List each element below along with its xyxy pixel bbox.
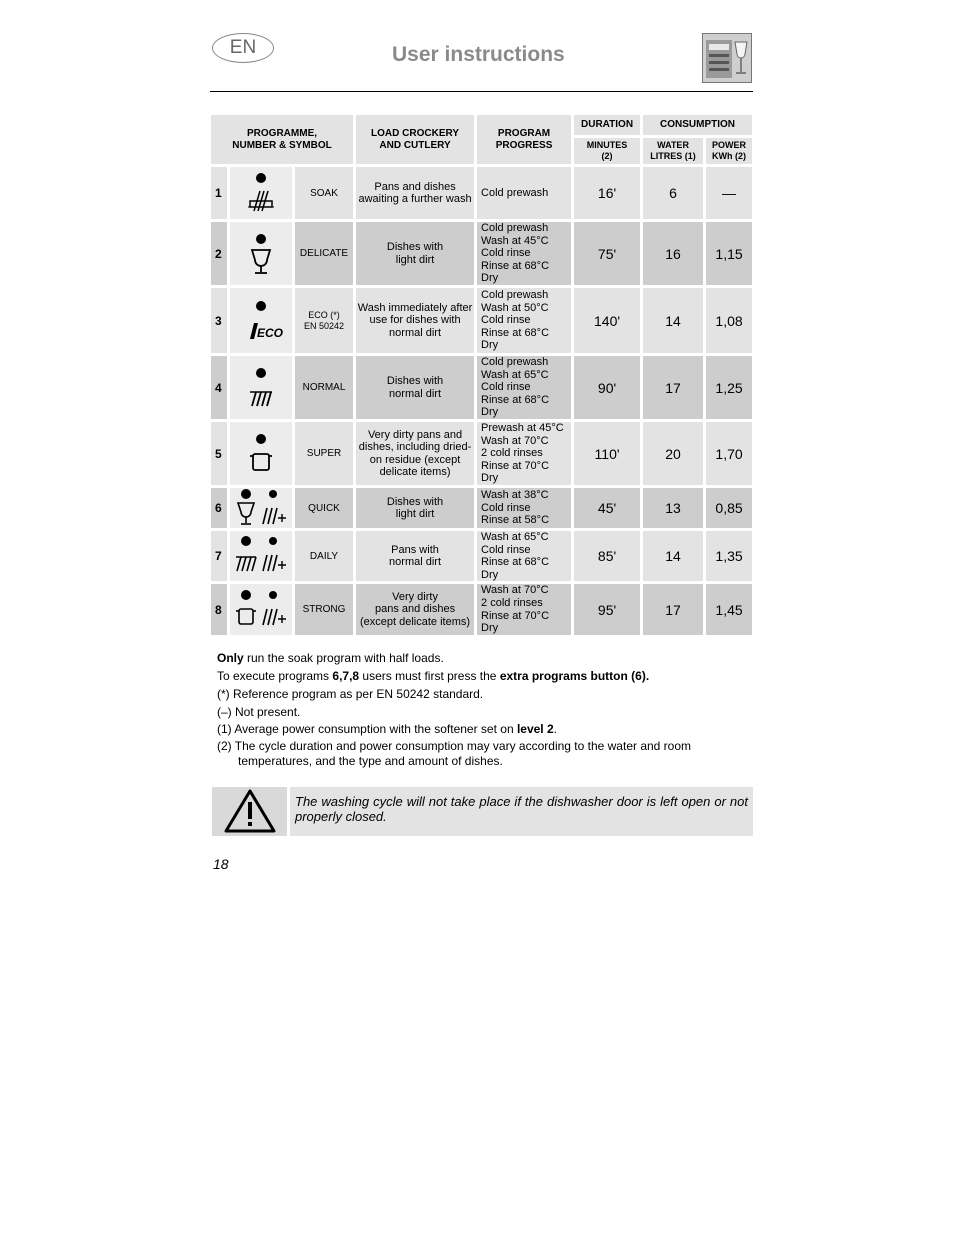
language-badge: EN <box>212 33 274 63</box>
notes <box>217 650 757 769</box>
duration-minutes: 85' <box>574 531 640 581</box>
dishes-icon <box>246 366 276 410</box>
power-kwh: 1,45 <box>706 584 752 634</box>
table-row <box>211 356 752 419</box>
water-litres: 14 <box>643 288 703 353</box>
pot-icon <box>246 432 276 476</box>
programme-symbol <box>230 488 292 528</box>
program-progress: Prewash at 45°C Wash at 70°C 2 cold rinses Rinse at 70°C Dry <box>477 422 571 485</box>
power-kwh: 1,25 <box>706 356 752 419</box>
power-kwh: 1,08 <box>706 288 752 353</box>
program-progress: Cold prewash <box>477 167 571 219</box>
program-progress: Cold prewash Wash at 50°C Cold rinse Rinse at 68°C Dry <box>477 288 571 353</box>
header-duration: DURATION <box>574 115 640 135</box>
programme-number: 3 <box>211 288 227 353</box>
header-divider <box>210 91 753 92</box>
note-soak: Only run the soak program with half loads. <box>217 651 444 665</box>
header-progress: PROGRAM PROGRESS <box>477 115 571 164</box>
note-reference: (*) Reference program as per EN 50242 standard. <box>217 687 484 701</box>
duration-minutes: 95' <box>574 584 640 634</box>
programme-number: 6 <box>211 488 227 528</box>
programme-number: 7 <box>211 531 227 581</box>
plates-plus-icon <box>263 490 286 524</box>
plates-plus-icon <box>263 591 286 625</box>
plates-plus-icon <box>263 537 286 571</box>
programme-name: ECO (*) EN 50242 <box>295 288 353 353</box>
pan-cutlery-icon <box>246 171 276 215</box>
programme-name: SOAK <box>295 167 353 219</box>
note-extra-programs: To execute programs 6,7,8 users must first press the extra programs button (6). <box>217 668 650 683</box>
load-description: Very dirty pans and dishes (except delicate items) <box>356 584 474 634</box>
program-progress: Cold prewash Wash at 65°C Cold rinse Rinse at 68°C Dry <box>477 356 571 419</box>
water-litres: 13 <box>643 488 703 528</box>
programme-symbol <box>230 422 292 485</box>
warning-text: The washing cycle will not take place if the dishwasher door is left open or not properly closed. <box>290 787 753 836</box>
table-row <box>211 488 752 528</box>
table-row <box>211 584 752 634</box>
load-description: Dishes with normal dirt <box>356 356 474 419</box>
load-description: Very dirty pans and dishes, including dried-on residue (except delicate items) <box>356 422 474 485</box>
programme-name: DAILY <box>295 531 353 581</box>
programme-symbol <box>230 222 292 285</box>
water-litres: 20 <box>643 422 703 485</box>
water-litres: 16 <box>643 222 703 285</box>
warning-icon <box>212 787 287 836</box>
duration-minutes: 75' <box>574 222 640 285</box>
header-consumption: CONSUMPTION <box>643 115 752 135</box>
programme-symbol <box>230 288 292 353</box>
load-description: Pans with normal dirt <box>356 531 474 581</box>
programme-number: 5 <box>211 422 227 485</box>
programme-name: NORMAL <box>295 356 353 419</box>
power-kwh: 1,35 <box>706 531 752 581</box>
power-kwh: — <box>706 167 752 219</box>
page-title: User instructions <box>392 43 565 66</box>
svg-text:ECO: ECO <box>257 325 284 340</box>
water-litres: 17 <box>643 584 703 634</box>
warning-box <box>212 787 753 836</box>
pot-icon <box>236 590 256 624</box>
note-not-present: (–) Not present. <box>217 704 301 719</box>
program-progress: Wash at 38°C Cold rinse Rinse at 58°C <box>477 488 571 528</box>
header-programme: PROGRAMME, NUMBER & SYMBOL <box>211 115 353 164</box>
duration-minutes: 45' <box>574 488 640 528</box>
power-kwh: 0,85 <box>706 488 752 528</box>
programme-symbol <box>230 167 292 219</box>
header-minutes: MINUTES (2) <box>574 138 640 164</box>
load-description: Dishes with light dirt <box>356 488 474 528</box>
programme-number: 8 <box>211 584 227 634</box>
duration-minutes: 90' <box>574 356 640 419</box>
page-number: 18 <box>213 856 229 872</box>
table-row <box>211 531 752 581</box>
program-progress: Wash at 70°C 2 cold rinses Rinse at 70°C Dry <box>477 584 571 634</box>
water-litres: 14 <box>643 531 703 581</box>
table-row <box>211 222 752 285</box>
duration-minutes: 16' <box>574 167 640 219</box>
table-row <box>211 422 752 485</box>
header-water: WATER LITRES (1) <box>643 138 703 164</box>
programme-symbol <box>230 356 292 419</box>
load-description: Wash immediately after use for dishes with normal dirt <box>356 288 474 353</box>
water-litres: 17 <box>643 356 703 419</box>
water-litres: 6 <box>643 167 703 219</box>
dishwasher-icon <box>702 33 752 83</box>
programme-symbol <box>230 531 292 581</box>
header-load: LOAD CROCKERY AND CUTLERY <box>356 115 474 164</box>
programme-number: 4 <box>211 356 227 419</box>
table-row <box>211 288 752 353</box>
power-kwh: 1,70 <box>706 422 752 485</box>
programme-name: SUPER <box>295 422 353 485</box>
table-row <box>211 167 752 219</box>
glass-icon <box>238 489 254 524</box>
eco-icon <box>246 299 284 343</box>
program-progress: Wash at 65°C Cold rinse Rinse at 68°C Dry <box>477 531 571 581</box>
duration-minutes: 140' <box>574 288 640 353</box>
program-progress: Cold prewash Wash at 45°C Cold rinse Rinse at 68°C Dry <box>477 222 571 285</box>
dishes-icon <box>236 536 256 571</box>
programme-number: 1 <box>211 167 227 219</box>
power-kwh: 1,15 <box>706 222 752 285</box>
duration-minutes: 110' <box>574 422 640 485</box>
programme-name: STRONG <box>295 584 353 634</box>
programme-table <box>208 112 755 638</box>
note-level: (1) Average power consumption with the softener set on level 2. <box>217 722 557 736</box>
load-description: Dishes with light dirt <box>356 222 474 285</box>
programme-number: 2 <box>211 222 227 285</box>
programme-symbol <box>230 584 292 634</box>
programme-name: DELICATE <box>295 222 353 285</box>
load-description: Pans and dishes awaiting a further wash <box>356 167 474 219</box>
programme-name: QUICK <box>295 488 353 528</box>
header-power: POWER KWh (2) <box>706 138 752 164</box>
note-variation: (2) The cycle duration and power consumption may vary according to the water and room temperatures, and the type and amount of dishes. <box>217 738 692 768</box>
glass-icon <box>246 232 276 276</box>
